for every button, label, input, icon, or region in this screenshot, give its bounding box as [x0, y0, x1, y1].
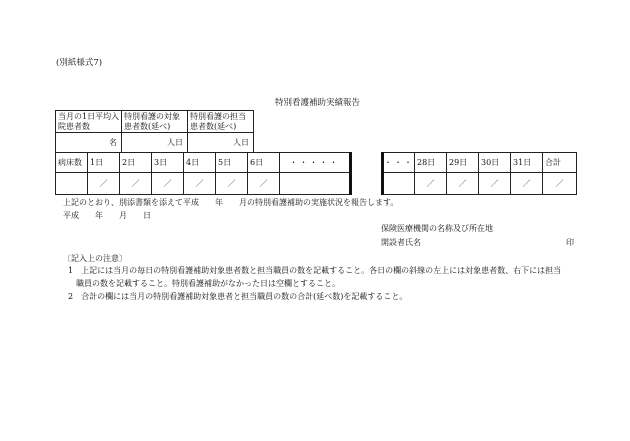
target-patients-unit: 人日	[122, 133, 188, 153]
date-line: 平成 年 月 日	[63, 211, 151, 220]
slash-cell: ／	[447, 173, 479, 195]
target-patients-label: 特別看護の対象患者数(延べ)	[122, 111, 188, 133]
slash-cell: ／	[152, 173, 184, 195]
form-label: (別紙様式7)	[56, 58, 103, 68]
slash-cell: ／	[120, 173, 152, 195]
day-cell: 6日	[248, 153, 280, 173]
founder-label: 開設者氏名	[381, 238, 421, 247]
ellipsis: ・・・・・	[280, 153, 351, 173]
slash-cell: ／	[88, 173, 120, 195]
day-cell: 5日	[216, 153, 248, 173]
staff-unit: 人日	[188, 133, 254, 153]
ellipsis-cell	[383, 173, 415, 195]
day-cell: 1日	[88, 153, 120, 173]
day-cell: 3日	[152, 153, 184, 173]
notes-heading: 〔記入上の注意〕	[63, 254, 127, 263]
institution-label: 保険医療機関の名称及び所在地	[381, 224, 493, 233]
slash-cell: ／	[511, 173, 543, 195]
slash-cell: ／	[216, 173, 248, 195]
bed-count-label: 病床数	[56, 153, 88, 173]
daily-table-left	[55, 152, 352, 195]
note-2: 2 合計の欄には当月の特別看護補助対象患者と担当職員の数の合計(延べ数)を記載すること。	[68, 292, 408, 301]
day-cell: 2日	[120, 153, 152, 173]
daily-table-right	[381, 152, 577, 195]
day-cell: 30日	[479, 153, 511, 173]
bed-count-value	[56, 173, 88, 195]
total-label: 合計	[543, 153, 577, 173]
note-1-cont: 職員の数を記載すること。特別看護補助がなかった日は空欄とすること。	[76, 279, 340, 288]
note-1: 1 上記には当月の毎日の特別看護補助対象患者数と担当職員の数を記載すること。各日の欄の斜線の左上には対象患者数、右下には担当	[68, 266, 562, 275]
avg-patients-label: 当月の1日平均入院患者数	[56, 111, 122, 133]
seal-mark: 印	[566, 238, 574, 247]
ellipsis: ・・・	[383, 153, 415, 173]
day-cell: 29日	[447, 153, 479, 173]
slash-cell: ／	[415, 173, 447, 195]
summary-table	[55, 110, 254, 153]
ellipsis-cell	[280, 173, 351, 195]
avg-patients-unit: 名	[56, 133, 122, 153]
page-title: 特別看護補助実績報告	[275, 98, 361, 108]
slash-cell: ／	[479, 173, 511, 195]
day-cell: 4日	[184, 153, 216, 173]
staff-label: 特別看護の担当患者数(延べ)	[188, 111, 254, 133]
slash-cell: ／	[248, 173, 280, 195]
day-cell: 31日	[511, 153, 543, 173]
statement: 上記のとおり、別添書類を添えて平成 年 月の特別看護補助の実施状況を報告します。	[63, 198, 399, 207]
slash-cell: ／	[184, 173, 216, 195]
day-cell: 28日	[415, 153, 447, 173]
slash-cell: ／	[543, 173, 577, 195]
